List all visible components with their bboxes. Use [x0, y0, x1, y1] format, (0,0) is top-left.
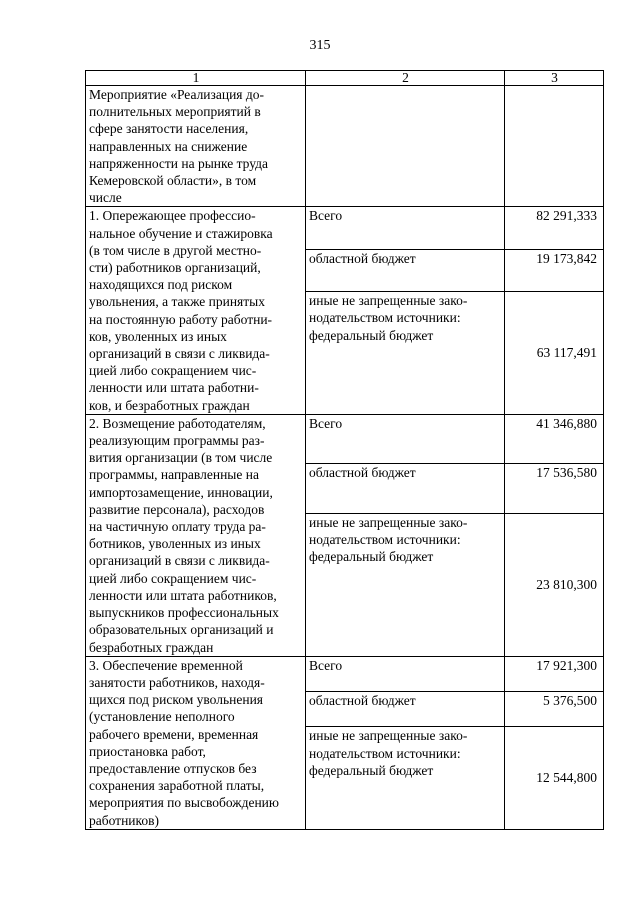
intro-empty-source: [306, 86, 505, 207]
section-text-line: программы, направленные на: [89, 467, 259, 483]
budget-table-body: [86, 71, 604, 830]
section-text-line: ленности или штата работников,: [89, 587, 277, 603]
section-text-line: работников): [89, 812, 160, 828]
other-sources-label: [306, 292, 505, 415]
section-text-line: приостановка работ,: [89, 743, 206, 759]
section-text-line: развитие персонала), расходов: [89, 501, 265, 517]
section-text-line: импортозамещение, инновации,: [89, 484, 273, 500]
regional-budget-amount: 17 536,580: [505, 464, 604, 513]
section-text-line: (в том числе в другой местно-: [89, 242, 262, 258]
section-text-line: цией либо сокращением чис-: [89, 570, 257, 586]
other-sources-label: [306, 513, 505, 656]
section-total-row: [86, 414, 604, 463]
section-text-line: сохранения заработной платы,: [89, 778, 265, 794]
intro-text-line: сфере занятости населения,: [89, 121, 249, 137]
section-text-line: на частичную оплату труда ра-: [89, 519, 266, 535]
section-text-line: организаций в связи с ликвида-: [89, 553, 270, 569]
section-text-line: цией либо сокращением чис-: [89, 363, 257, 379]
budget-table: [85, 70, 604, 830]
other-sources-text-line: нодательством источники:: [309, 745, 461, 761]
page-number: 315: [309, 38, 331, 53]
section-description: [86, 656, 306, 829]
total-amount: 82 291,333: [505, 207, 604, 249]
intro-row: [86, 86, 604, 207]
other-sources-text-line: иные не запрещенные зако-: [309, 514, 468, 530]
section-text-line: предоставление отпусков без: [89, 760, 257, 776]
total-label: Всего: [306, 414, 505, 463]
regional-budget-amount: 19 173,842: [505, 249, 604, 291]
section-text-line: занятости работников, находя-: [89, 674, 265, 690]
section-text-line: (установление неполного: [89, 709, 235, 725]
intro-text-line: направленных на снижение: [89, 138, 248, 154]
section-text-line: 3. Обеспечение временной: [89, 657, 243, 673]
section-total-row: [86, 656, 604, 691]
column-header-1: 1: [86, 71, 306, 86]
federal-budget-amount: 23 810,300: [505, 513, 604, 656]
total-label: Всего: [306, 656, 505, 691]
section-text-line: организаций в связи с ликвида-: [89, 346, 270, 362]
total-label: Всего: [306, 207, 505, 249]
section-total-row: [86, 207, 604, 249]
federal-budget-amount: 63 117,491: [505, 292, 604, 415]
other-sources-text-line: федеральный бюджет: [309, 549, 434, 565]
section-text-line: ботников, уволенных из иных: [89, 536, 261, 552]
section-text-line: выпускников профессиональных: [89, 605, 279, 621]
other-sources-text-line: иные не запрещенные зако-: [309, 293, 468, 309]
total-amount: 41 346,880: [505, 414, 604, 463]
section-text-line: 2. Возмещение работодателям,: [89, 415, 266, 431]
section-description: [86, 207, 306, 414]
section-text-line: мероприятия по высвобождению: [89, 795, 279, 811]
other-sources-text-line: федеральный бюджет: [309, 327, 434, 343]
regional-budget-label: областной бюджет: [306, 692, 505, 727]
column-header-2: 2: [306, 71, 505, 86]
other-sources-text-line: федеральный бюджет: [309, 762, 434, 778]
intro-text-line: полнительных мероприятий в: [89, 104, 261, 120]
intro-description: [86, 86, 306, 207]
intro-text-line: числе: [89, 190, 122, 206]
regional-budget-label: областной бюджет: [306, 464, 505, 513]
section-text-line: нальное обучение и стажировка: [89, 225, 273, 241]
intro-text-line: напряженности на рынке труда: [89, 155, 269, 171]
section-text-line: щихся под риском увольнения: [89, 692, 264, 708]
regional-budget-label: областной бюджет: [306, 249, 505, 291]
section-text-line: реализующим программы раз-: [89, 433, 265, 449]
section-text-line: ленности или штата работни-: [89, 380, 259, 396]
section-text-line: на постоянную работу работни-: [89, 311, 273, 327]
section-text-line: находящихся под риском: [89, 277, 233, 293]
table-header-row: [86, 71, 604, 86]
intro-text-line: Кемеровской области», в том: [89, 173, 257, 189]
section-text-line: ков, уволенных из иных: [89, 328, 227, 344]
section-description: [86, 414, 306, 656]
section-text-line: увольнения, а также принятых: [89, 294, 265, 310]
intro-empty-amount: [505, 86, 604, 207]
section-text-line: образовательных организаций и: [89, 622, 274, 638]
column-header-3: 3: [505, 71, 604, 86]
section-text-line: 1. Опережающее профессио-: [89, 208, 256, 224]
federal-budget-amount: 12 544,800: [505, 727, 604, 829]
section-text-line: ков, и безработных граждан: [89, 397, 250, 413]
regional-budget-amount: 5 376,500: [505, 692, 604, 727]
section-text-line: рабочего времени, временная: [89, 726, 259, 742]
section-text-line: сти) работников организаций,: [89, 260, 261, 276]
total-amount: 17 921,300: [505, 656, 604, 691]
other-sources-text-line: иные не запрещенные зако-: [309, 728, 468, 744]
other-sources-label: [306, 727, 505, 829]
section-text-line: вития организации (в том числе: [89, 450, 273, 466]
intro-text-line: Мероприятие «Реализация до-: [89, 87, 264, 102]
other-sources-text-line: нодательством источники:: [309, 310, 461, 326]
section-text-line: безработных граждан: [89, 639, 214, 655]
other-sources-text-line: нодательством источники:: [309, 531, 461, 547]
